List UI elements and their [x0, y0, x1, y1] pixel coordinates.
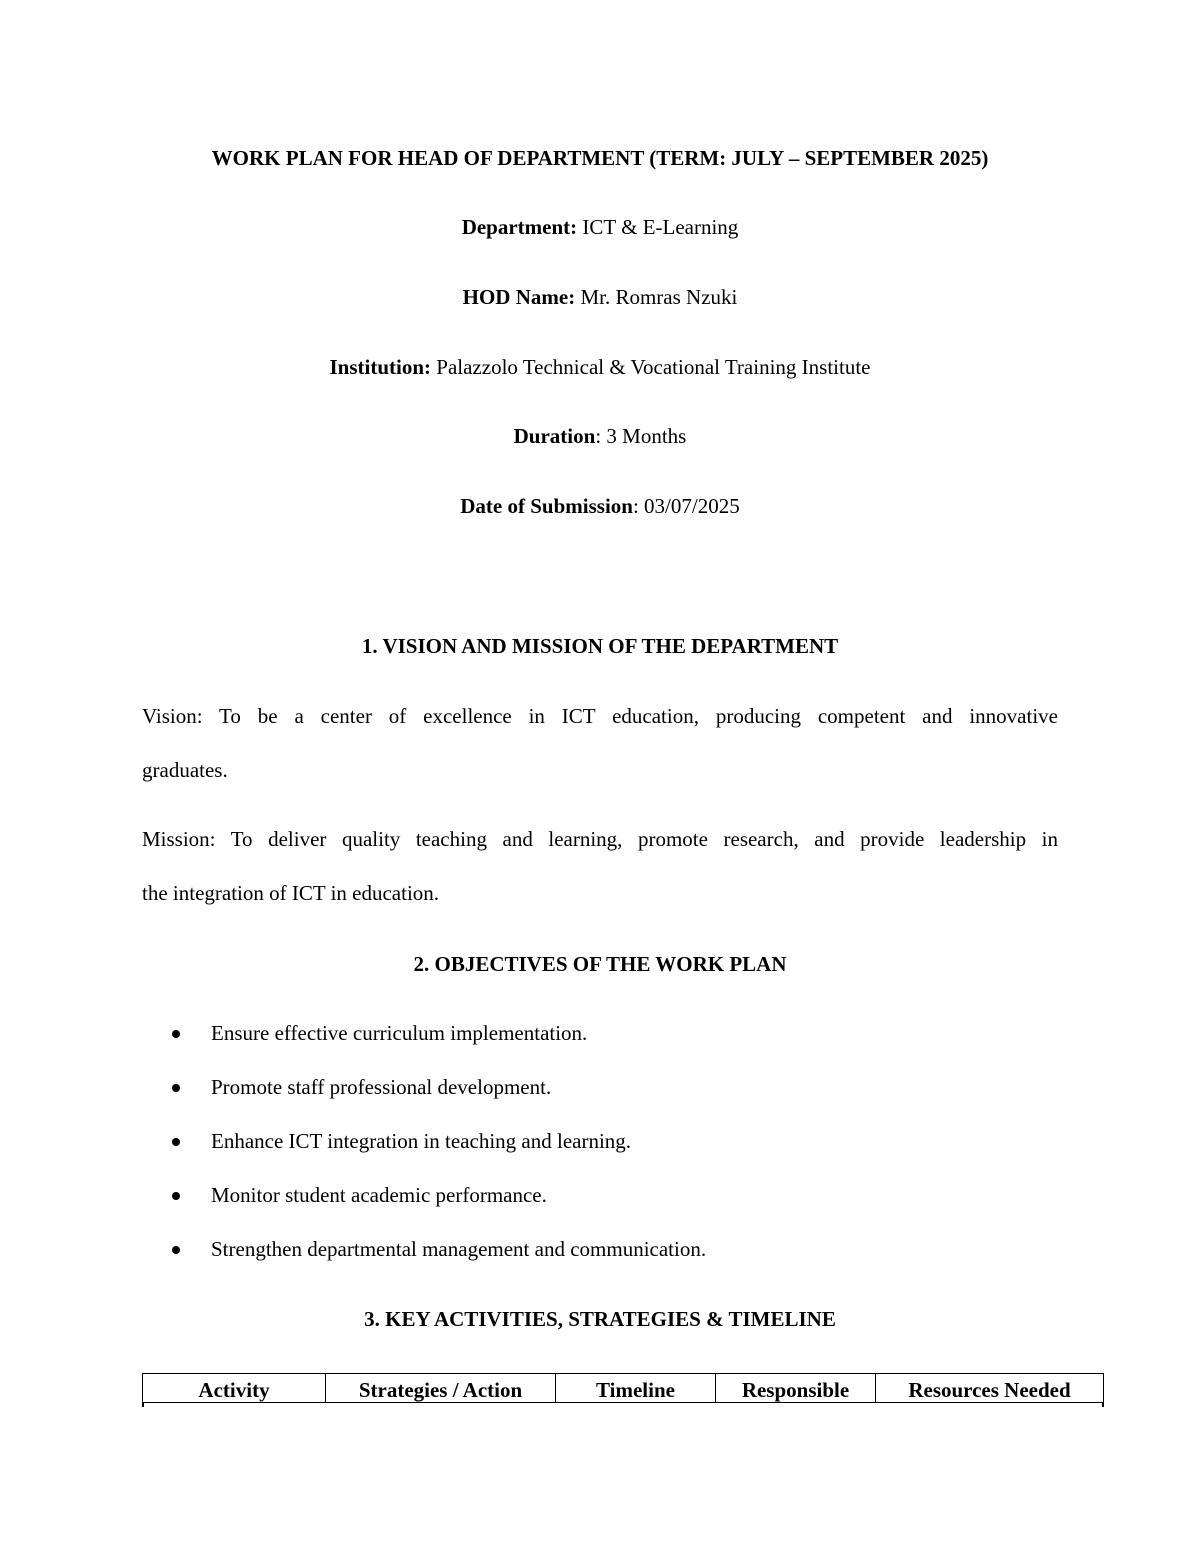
objective-text: Strengthen departmental management and communication.: [211, 1237, 707, 1261]
document-title: WORK PLAN FOR HEAD OF DEPARTMENT (TERM: JULY – SEPTEMBER 2025): [211, 146, 989, 170]
hod-label: HOD Name:: [462, 285, 576, 309]
objective-text: Enhance ICT integration in teaching and learning.: [211, 1129, 632, 1153]
column-header-strategies: Strategies / Action: [326, 1374, 556, 1403]
column-header-timeline: Timeline: [556, 1374, 716, 1403]
table-border-tail: [142, 1402, 144, 1407]
section3-heading: 3. KEY ACTIVITIES, STRATEGIES & TIMELINE: [364, 1307, 836, 1331]
bullet-icon: [172, 1084, 180, 1092]
activities-table: [142, 1373, 1104, 1403]
vision-line-2: graduates.: [142, 758, 228, 782]
submission-value: : 03/07/2025: [632, 494, 740, 518]
column-header-resources: Resources Needed: [876, 1374, 1104, 1403]
hod-value: Mr. Romras Nzuki: [575, 285, 738, 309]
submission-label: Date of Submission: [460, 494, 633, 518]
objective-text: Promote staff professional development.: [211, 1075, 552, 1099]
column-header-activity: Activity: [143, 1374, 326, 1403]
institution-value: Palazzolo Technical & Vocational Training Institute: [431, 355, 871, 379]
duration-line: [142, 423, 1058, 449]
duration-value: : 3 Months: [595, 424, 687, 448]
mission-line-1: Mission: To deliver quality teaching and learning, promote research, and provide leadership in: [142, 827, 1058, 851]
section1-heading: 1. VISION AND MISSION OF THE DEPARTMENT: [361, 634, 839, 658]
department-value: ICT & E-Learning: [577, 215, 739, 239]
vision-line-1: Vision: To be a center of excellence in ICT education, producing competent and innovative: [142, 704, 1058, 728]
hod-line: [142, 284, 1058, 310]
section2-heading: 2. OBJECTIVES OF THE WORK PLAN: [413, 952, 787, 976]
bullet-icon: [172, 1246, 180, 1254]
column-header-responsible: Responsible: [716, 1374, 876, 1403]
institution-line: [142, 354, 1058, 380]
department-label: Department:: [461, 215, 578, 239]
objective-text: Ensure effective curriculum implementation.: [211, 1021, 588, 1045]
bullet-icon: [172, 1192, 180, 1200]
table-border-tail: [1102, 1402, 1104, 1407]
institution-label: Institution:: [329, 355, 432, 379]
objective-text: Monitor student academic performance.: [211, 1183, 547, 1207]
mission-line-2: the integration of ICT in education.: [142, 881, 440, 905]
department-line: [142, 214, 1058, 240]
bullet-icon: [172, 1138, 180, 1146]
submission-line: [142, 493, 1058, 519]
table-header-row: [143, 1374, 1104, 1403]
duration-label: Duration: [513, 424, 596, 448]
bullet-icon: [172, 1030, 180, 1038]
